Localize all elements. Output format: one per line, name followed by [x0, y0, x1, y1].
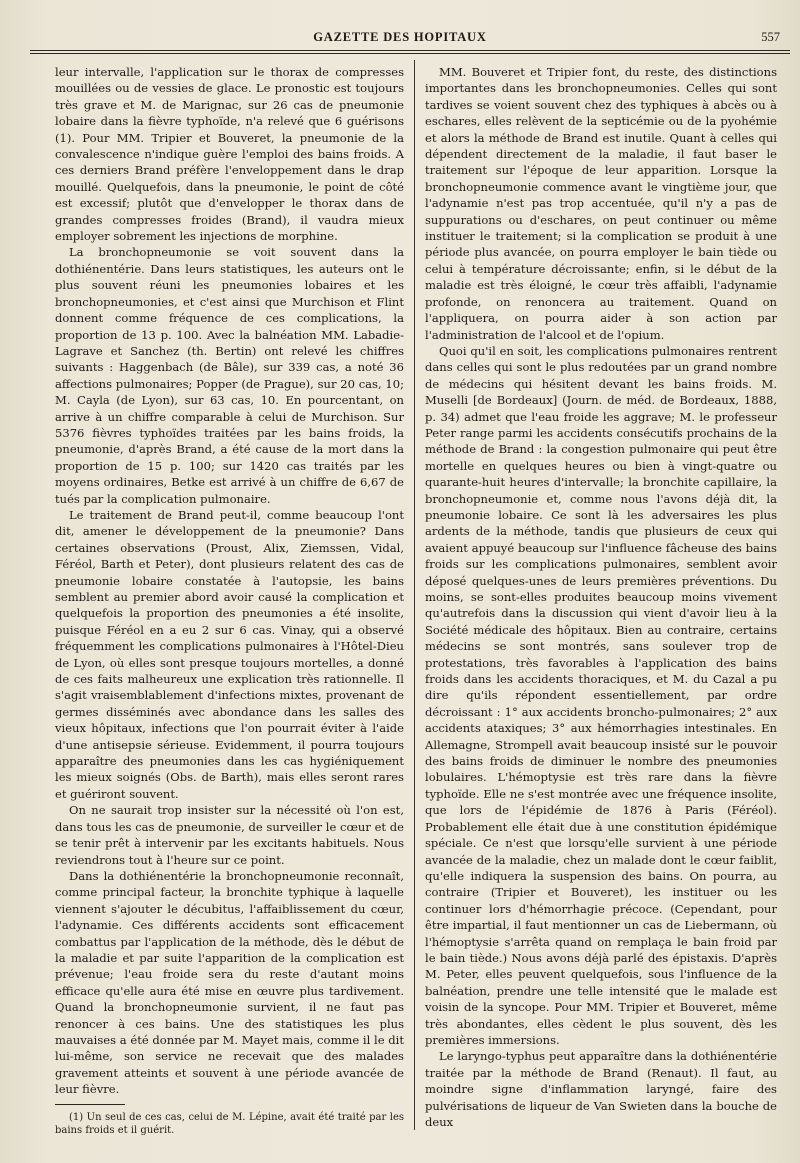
paragraph: La bronchopneumonie se voit souvent dans la dothiénentérie. Dans leurs statistiques, les auteurs ont le plus souvent réuni les pneumonies lobaires et les bronchopneumonies, et c'est ainsi que Murchison et Flint donnent comme fréquence de ces complications, la proportion de 13 p. 100. Avec la balnéation MM. Labadie-Lagrave et Sanchez (th. Bertin) ont relevé les chiffres suivants : Haggenbach (de Bâle), sur 339 cas, a noté 36 affections pulmonaires; Popper (de Prague), sur 20 cas, 10; M. Cayla (de Lyon), sur 63 cas, 10. En pourcentant, on arrive à un chiffre comparable à celui de Murchison. Sur 5376 fièvres typhoïdes traitées par les bains froids, la pneumonie, d'après Brand, a été cause de la mort dans la proportion de 15 p. 100; sur 1420 cas traités par les moyens ordinaires, Betke est arrivé à un chiffre de 6,67 de tués par la complication pulmonaire. — [55, 245, 404, 506]
right-column — [425, 64, 777, 1130]
column-divider — [414, 60, 415, 1130]
paragraph: Dans la dothiénentérie la bronchopneumonie reconnaît, comme principal facteur, la bronchite typhique à laquelle viennent s'ajouter le décubitus, l'affaiblissement du cœur, l'adynamie. Ces différents accidents sont efficacement combattus par l'application de la méthode, dès le début de la maladie et par suite l'apparition de la complication est prévenue; l'eau froide sera du reste d'autant moins efficace qu'elle aura été mise en œuvre plus tardivement. Quand la bronchopneumonie survient, il ne faut pas renoncer à ces bains. Une des statistiques les plus mauvaises a été donnée par M. Mayet mais, comme il le dit lui-même, son service ne recevait que des malades gravement atteints et souvent à une période avancée de leur fièvre. — [55, 868, 404, 1097]
left-column — [55, 64, 404, 1137]
footnote-rule — [55, 1104, 125, 1105]
header-rule-bottom — [30, 53, 790, 54]
paragraph: Quoi qu'il en soit, les complications pulmonaires rentrent dans celles qui sont le plus redoutées par un grand nombre de médecins qui hésitent devant les bains froids. M. Muselli [de Bordeaux] (Journ. de méd. de Bordeaux, 1888, p. 34) admet que l'eau froide les aggrave; M. le professeur Peter range parmi les accidents consécutifs prochains de la méthode de Brand : la congestion pulmonaire qui peut être mortelle en quelques heures ou bien à vingt-quatre ou quarante-huit heures d'intervalle; la bronchite capillaire, la bronchopneumonie et, comme nous l'avons déjà dit, la pneumonie lobaire. Ce sont là les adversaires les plus ardents de la méthode, tandis que plusieurs de ceux qui avaient appuyé beaucoup sur l'influence fâcheuse des bains froids sur les complications pulmonaires, semblent avoir déposé quelques-unes de leurs premières préventions. Du moins, se sont-elles produites beaucoup moins vivement qu'autrefois dans la discussion qui vient d'avoir lieu à la Société médicale des hôpitaux. Bien au contraire, certains médecins se sont montrés, sans soulever trop de protestations, très favorables à l'application des bains froids dans les accidents thoraciques, et M. du Cazal a pu dire qu'ils répondent essentiellement, par ordre décroissant : 1° aux accidents broncho-pulmonaires; 2° aux accidents ataxiques; 3° aux hémorrhagies intestinales. En Allemagne, Strompell avait beaucoup insisté sur le pouvoir des bains froids de diminuer le nombre des pneumonies lobulaires. L'hémoptysie est très rare dans la fièvre typhoïde. Elle ne s'est montrée avec une fréquence insolite, que lors de l'épidémie de 1876 à Paris (Féréol). Probablement elle était due à une constitution épidémique spéciale. Ce n'est que lorsqu'elle survient à une période avancée de la maladie, chez un malade dont le cœur faiblit, qu'elle indiquera la suspension des bains. On pourra, au contraire (Tripier et Bouveret), les instituer ou les continuer lors d'hémorrhagie précoce. (Cependant, pour être impartial, il faut mentionner un cas de Liebermann, où l'hémoptysie s'arrêta quand on remplaça le bain froid par le bain tiède.) Nous avons déjà parlé des épistaxis. D'après M. Peter, elles peuvent quelquefois, sous l'influence de la balnéation, prendre une telle intensité que le malade est voisin de la syncope. Pour MM. Tripier et Bouveret, même très abondantes, elles cèdent le plus souvent, dès les premières immersions. — [425, 343, 777, 1047]
journal-title: GAZETTE DES HOPITAUX — [313, 30, 487, 44]
paragraph: leur intervalle, l'application sur le thorax de compresses mouillées ou de vessies de glace. Le pronostic est toujours très grave et M. de Marignac, sur 26 cas de pneumonie lobaire dans la fièvre typhoïde, n'a relevé que 6 guérisons (1). Pour MM. Tripier et Bouveret, la pneumonie de la convalescence n'indique guère l'emploi des bains froids. A ces derniers Brand préfère l'enveloppement dans le drap mouillé. Quelquefois, dans la pneumonie, le point de côté est excessif; plutôt que d'envelopper le thorax dans de grandes compresses froides (Brand), il vaudra mieux employer sobrement les injections de morphine. — [55, 65, 404, 244]
page-header — [0, 24, 800, 46]
paragraph: Le laryngo-typhus peut apparaître dans la dothiénentérie traitée par la méthode de Brand (Renaut). Il faut, au moindre signe d'inflammation laryngé, faire des pulvérisations de liqueur de Van Swieten dans la bouche de deux — [425, 1049, 777, 1129]
page-number: 557 — [761, 30, 780, 44]
paragraph: MM. Bouveret et Tripier font, du reste, des distinctions importantes dans les bronchopneumonies. Celles qui sont tardives se voient souvent chez des typhiques à abcès ou à eschares, elles relèvent de la septicémie ou de la pyohémie et alors la méthode de Brand est inutile. Quant à celles qui dépendent directement de la maladie, il faut baser le traitement sur l'époque de leur apparition. Lorsque la bronchopneumonie commence avant le vingtième jour, que l'adynamie n'est pas trop accentuée, qu'il n'y a pas de suppurations ou d'eschares, on peut continuer ou même instituer le traitement; si la complication se produit à une période plus avancée, on pourra employer le bain tiède ou celui à température décroissante; enfin, si le début de la maladie est très éloigné, le cœur très affaibli, l'adynamie profonde, on renoncera au traitement. Quand on l'appliquera, on pourra aider à son action par l'administration de l'alcool et de l'opium. — [425, 65, 777, 342]
footnote: (1) Un seul de ces cas, celui de M. Lépine, avait été traité par les bains froids et il guérit. — [55, 1111, 404, 1136]
paragraph: On ne saurait trop insister sur la nécessité où l'on est, dans tous les cas de pneumonie, de surveiller le cœur et de se tenir prêt à intervenir par les excitants habituels. Nous reviendrons tout à l'heure sur ce point. — [55, 803, 404, 867]
paragraph: Le traitement de Brand peut-il, comme beaucoup l'ont dit, amener le développement de la pneumonie? Dans certaines observations (Proust, Alix, Ziemssen, Vidal, Féréol, Barth et Peter), dont plusieurs relatent des cas de pneumonie lobaire constatée à l'autopsie, les bains semblent au premier abord avoir causé la complication et quelquefois la proportion des pneumonies a été insolite, puisque Féréol en a eu 2 sur 6 cas. Vinay, qui a observé fréquemment les complications pulmonaires à l'Hôtel-Dieu de Lyon, où elles sont presque toujours mortelles, a donné de ces faits malheureux une explication très rationnelle. Il s'agit vraisemblablement d'infections mixtes, provenant de germes disséminés avec abondance dans les salles des vieux hôpitaux, infections que l'on pourrait éviter à l'aide d'une antisepsie sérieuse. Evidemment, il pourra toujours apparaître des pneumonies dans les cas hygiéniquement les mieux soignés (Obs. de Barth), mais elles seront rares et guériront souvent. — [55, 507, 404, 801]
header-rule-top — [30, 50, 790, 51]
